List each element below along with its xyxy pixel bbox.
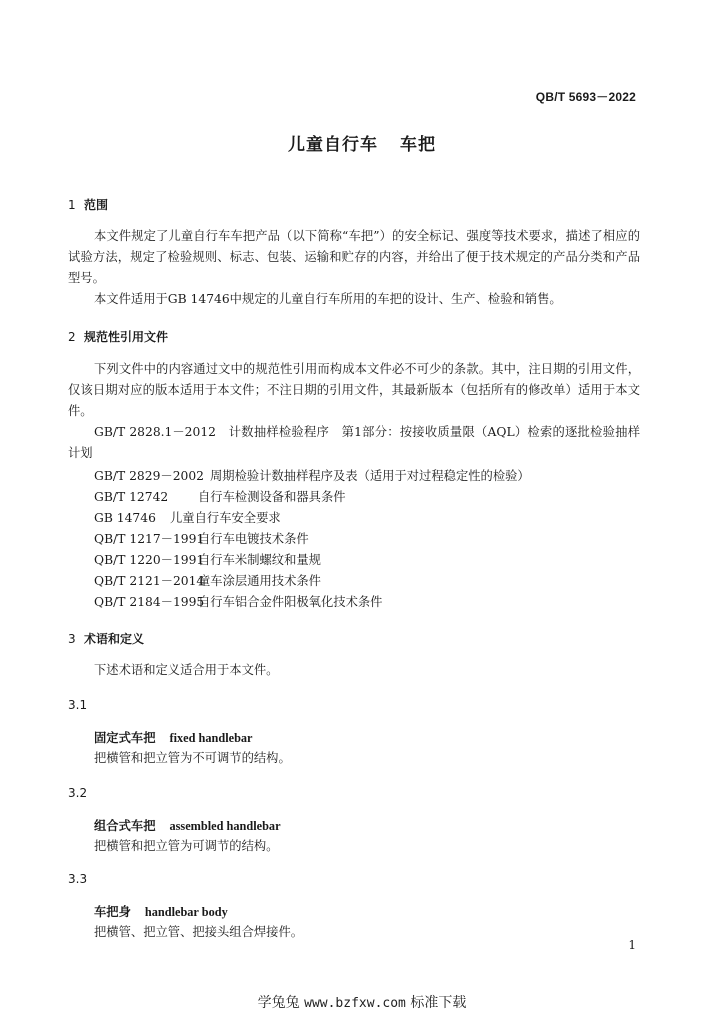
term-number: 3.2 (68, 786, 88, 800)
scope-paragraph-2: 本文件适用于GB 14746中规定的儿童自行车所用的车把的设计、生产、检验和销售。 (94, 292, 562, 306)
term-definition: 把横管、把立管、把接头组合焊接件。 (94, 925, 304, 939)
footer-label: 标准下载 (410, 995, 467, 1011)
scope-paragraph-1: 本文件规定了儿童自行车车把产品（以下简称“车把”）的安全标记、强度等技术要求，描述了相应的试验方法，规定了检验规则、标志、包装、运输和贮存的内容，并给出了便于技术规定的产品分类和产品型号。 (68, 229, 640, 285)
reference-item: QB/T 2121－2014童车涂层通用技术条件 (94, 574, 321, 588)
term-heading: 车把身 handlebar body (94, 904, 228, 919)
reference-item: GB/T 2828.1－2012 计数抽样检验程序 第1部分：按接收质量限（AQL）检索的逐批检验抽样计划 (68, 425, 640, 460)
term-definition: 把横管和把立管为可调节的结构。 (94, 839, 279, 853)
term-definition: 把横管和把立管为不可调节的结构。 (94, 751, 291, 765)
normative-intro: 下列文件中的内容通过文中的规范性引用而构成本文件必不可少的条款。其中，注日期的引用文件，仅该日期对应的版本适用于本文件；不注日期的引用文件，其最新版本（包括所有的修改单）适用于本文件。 (68, 362, 640, 418)
footer-url[interactable]: www.bzfxw.com (304, 996, 406, 1011)
section-heading-normative: 2 规范性引用文件 (68, 330, 169, 344)
reference-item: GB/T 12742 自行车检测设备和器具条件 (94, 490, 346, 504)
section-heading-scope: 1 范围 (68, 198, 109, 212)
term-heading: 固定式车把 fixed handlebar (94, 730, 253, 745)
terms-intro: 下述术语和定义适合用于本文件。 (94, 663, 279, 677)
title-sub: 车把 (400, 135, 436, 155)
page-number: 1 (628, 938, 636, 952)
footer-watermark (0, 992, 724, 1012)
term-number: 3.1 (68, 698, 88, 712)
title-main: 儿童自行车 (288, 135, 378, 155)
reference-item: QB/T 1220－1991自行车米制螺纹和量规 (94, 553, 321, 567)
term-heading: 组合式车把 assembled handlebar (94, 818, 281, 833)
reference-item: QB/T 2184－1995自行车铝合金件阳极氧化技术条件 (94, 595, 383, 609)
document-title (0, 130, 724, 155)
reference-item: QB/T 1217－1991自行车电镀技术条件 (94, 532, 309, 546)
standard-code: QB/T 5693－2022 (535, 90, 636, 104)
reference-item: GB/T 2829－2002 周期检验计数抽样程序及表（适用于对过程稳定性的检验） (94, 469, 530, 483)
section-heading-terms: 3 术语和定义 (68, 632, 145, 646)
term-number: 3.3 (68, 872, 88, 886)
footer-site-name: 学兔兔 (257, 995, 300, 1011)
reference-item: GB 14746 儿童自行车安全要求 (94, 511, 281, 525)
